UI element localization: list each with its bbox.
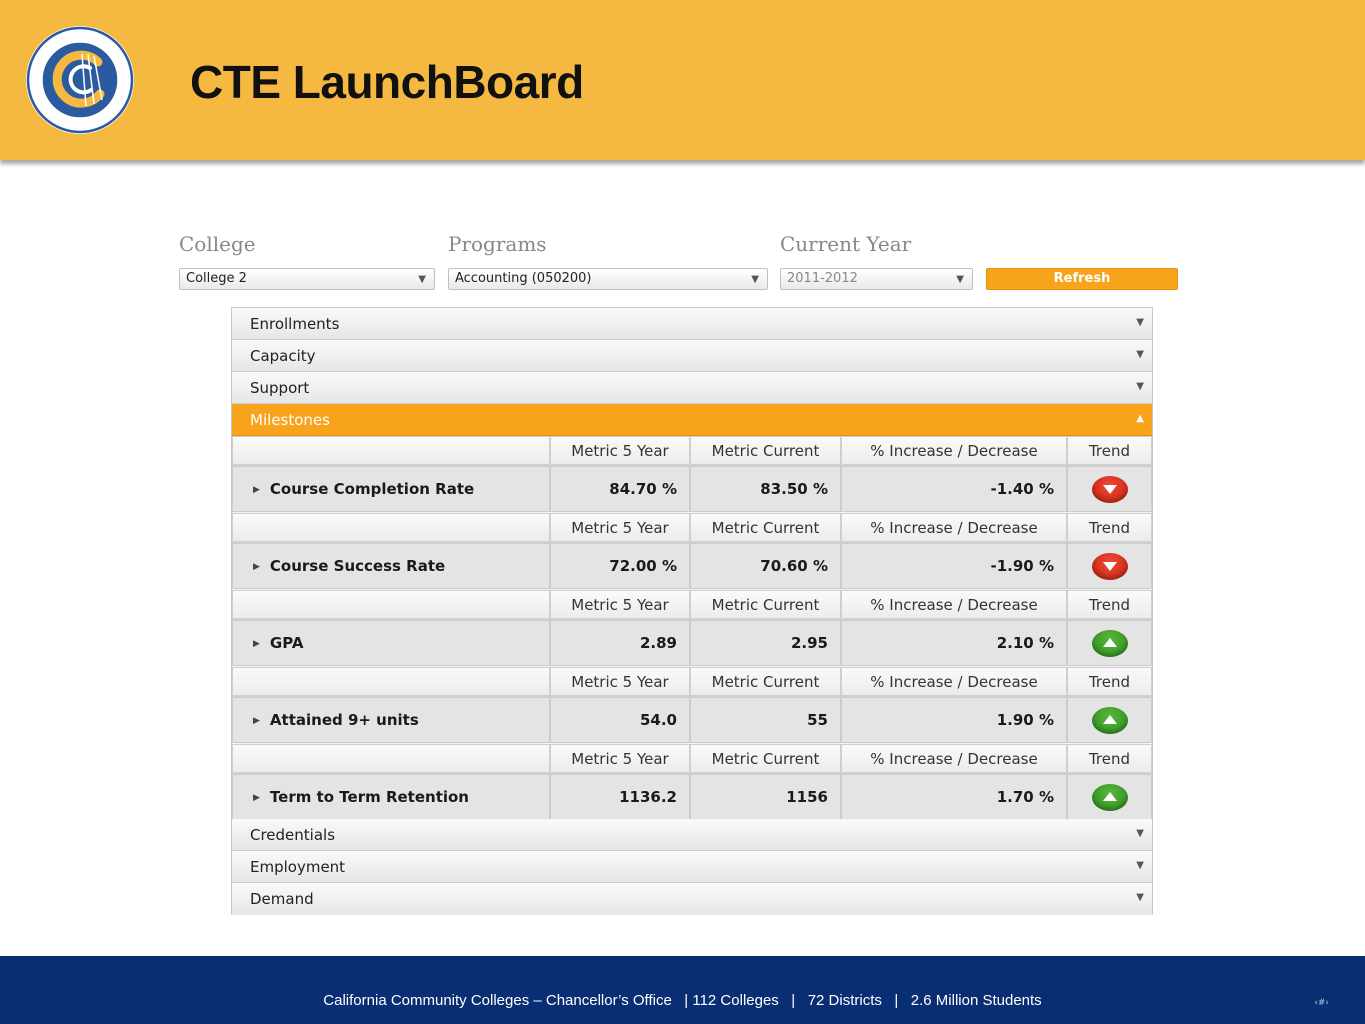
expand-arrow-icon: ▶ bbox=[253, 716, 260, 726]
column-header-metric-current: Metric Current bbox=[690, 744, 841, 774]
footer-text: California Community Colleges – Chancellor’s Office | 112 Colleges | 72 Districts | 2.6 Million Students bbox=[323, 992, 1042, 1009]
app-header bbox=[0, 0, 1365, 160]
section-label: Enrollments bbox=[250, 315, 340, 333]
trend-down-icon bbox=[1092, 476, 1128, 503]
metric-name: Attained 9+ units bbox=[269, 711, 419, 729]
programs-select[interactable] bbox=[448, 268, 768, 290]
trend-cell bbox=[1067, 543, 1152, 589]
college-label: College bbox=[179, 232, 256, 256]
metric-current-value: 1156 bbox=[690, 774, 841, 820]
chevron-down-icon: ▼ bbox=[1136, 892, 1144, 903]
section-label: Milestones bbox=[250, 411, 330, 429]
trend-cell bbox=[1067, 466, 1152, 512]
metric-current-value: 83.50 % bbox=[690, 466, 841, 512]
column-header-blank bbox=[232, 667, 550, 697]
chevron-up-icon: ▲ bbox=[1136, 413, 1144, 424]
metric-current-value: 70.60 % bbox=[690, 543, 841, 589]
metric-current-value: 2.95 bbox=[690, 620, 841, 666]
column-header-metric-5-year: Metric 5 Year bbox=[550, 667, 690, 697]
column-header-pct-change: % Increase / Decrease bbox=[841, 513, 1067, 543]
metric-change-value: 1.90 % bbox=[841, 697, 1067, 743]
metric-5-year-value: 1136.2 bbox=[550, 774, 690, 820]
metric-name-row[interactable] bbox=[232, 697, 550, 743]
expand-arrow-icon: ▶ bbox=[253, 485, 260, 495]
column-header-pct-change: % Increase / Decrease bbox=[841, 667, 1067, 697]
metrics-accordion bbox=[231, 307, 1153, 915]
metric-name-row[interactable] bbox=[232, 466, 550, 512]
metric-change-value: 1.70 % bbox=[841, 774, 1067, 820]
trend-up-icon bbox=[1092, 630, 1128, 657]
trend-cell bbox=[1067, 620, 1152, 666]
section-demand[interactable] bbox=[232, 883, 1152, 915]
chevron-down-icon: ▼ bbox=[1136, 317, 1144, 328]
metric-current-value: 55 bbox=[690, 697, 841, 743]
refresh-button[interactable]: Refresh bbox=[986, 268, 1178, 290]
column-header-trend: Trend bbox=[1067, 744, 1152, 774]
chevron-down-icon: ▼ bbox=[956, 274, 964, 285]
column-header-pct-change: % Increase / Decrease bbox=[841, 436, 1067, 466]
column-header-metric-current: Metric Current bbox=[690, 513, 841, 543]
expand-arrow-icon: ▶ bbox=[253, 793, 260, 803]
college-select[interactable] bbox=[179, 268, 435, 290]
section-milestones[interactable] bbox=[232, 404, 1152, 436]
column-header-metric-5-year: Metric 5 Year bbox=[550, 590, 690, 620]
current-year-select-value: 2011-2012 bbox=[787, 271, 858, 286]
metric-change-value: -1.40 % bbox=[841, 466, 1067, 512]
trend-up-icon bbox=[1092, 707, 1128, 734]
column-header-metric-5-year: Metric 5 Year bbox=[550, 513, 690, 543]
trend-cell bbox=[1067, 774, 1152, 820]
metric-5-year-value: 84.70 % bbox=[550, 466, 690, 512]
column-header-metric-5-year: Metric 5 Year bbox=[550, 744, 690, 774]
trend-cell bbox=[1067, 697, 1152, 743]
column-header-trend: Trend bbox=[1067, 436, 1152, 466]
current-year-label: Current Year bbox=[780, 232, 912, 256]
metric-5-year-value: 72.00 % bbox=[550, 543, 690, 589]
section-employment[interactable] bbox=[232, 851, 1152, 883]
chevron-down-icon: ▼ bbox=[1136, 381, 1144, 392]
metric-5-year-value: 2.89 bbox=[550, 620, 690, 666]
column-header-trend: Trend bbox=[1067, 513, 1152, 543]
chevron-down-icon: ▼ bbox=[1136, 349, 1144, 360]
column-header-pct-change: % Increase / Decrease bbox=[841, 744, 1067, 774]
metric-name: Term to Term Retention bbox=[269, 788, 469, 806]
column-header-pct-change: % Increase / Decrease bbox=[841, 590, 1067, 620]
california-community-colleges-logo bbox=[24, 24, 136, 136]
section-label: Credentials bbox=[250, 826, 336, 844]
metric-change-value: -1.90 % bbox=[841, 543, 1067, 589]
section-capacity[interactable] bbox=[232, 340, 1152, 372]
chevron-down-icon: ▼ bbox=[1136, 828, 1144, 839]
expand-arrow-icon: ▶ bbox=[253, 639, 260, 649]
column-header-blank bbox=[232, 744, 550, 774]
footer bbox=[0, 956, 1365, 1024]
college-select-value: College 2 bbox=[186, 271, 247, 286]
trend-down-icon bbox=[1092, 553, 1128, 580]
metric-block bbox=[232, 667, 1152, 744]
section-label: Capacity bbox=[250, 347, 316, 365]
column-header-metric-5-year: Metric 5 Year bbox=[550, 436, 690, 466]
programs-label: Programs bbox=[448, 232, 547, 256]
metric-name: Course Success Rate bbox=[269, 557, 446, 575]
section-label: Support bbox=[250, 379, 310, 397]
column-header-metric-current: Metric Current bbox=[690, 436, 841, 466]
section-label: Employment bbox=[250, 858, 346, 876]
column-header-blank bbox=[232, 513, 550, 543]
metric-block bbox=[232, 744, 1152, 821]
expand-arrow-icon: ▶ bbox=[253, 562, 260, 572]
metric-block bbox=[232, 590, 1152, 667]
chevron-down-icon: ▼ bbox=[418, 274, 426, 285]
slide-number: ‹#› bbox=[1314, 998, 1329, 1008]
metric-block bbox=[232, 436, 1152, 513]
column-header-blank bbox=[232, 590, 550, 620]
section-support[interactable] bbox=[232, 372, 1152, 404]
metric-name: Course Completion Rate bbox=[269, 480, 475, 498]
column-header-metric-current: Metric Current bbox=[690, 667, 841, 697]
chevron-down-icon: ▼ bbox=[751, 274, 759, 285]
current-year-select[interactable] bbox=[780, 268, 973, 290]
metric-5-year-value: 54.0 bbox=[550, 697, 690, 743]
metric-name-row[interactable] bbox=[232, 543, 550, 589]
metric-name: GPA bbox=[269, 634, 304, 652]
metric-name-row[interactable] bbox=[232, 620, 550, 666]
app-title: CTE LaunchBoard bbox=[190, 56, 584, 108]
column-header-metric-current: Metric Current bbox=[690, 590, 841, 620]
column-header-blank bbox=[232, 436, 550, 466]
chevron-down-icon: ▼ bbox=[1136, 860, 1144, 871]
programs-select-value: Accounting (050200) bbox=[455, 271, 592, 286]
logo-text bbox=[24, 24, 25, 25]
section-credentials[interactable] bbox=[232, 819, 1152, 851]
metric-block bbox=[232, 513, 1152, 590]
metric-change-value: 2.10 % bbox=[841, 620, 1067, 666]
section-enrollments[interactable] bbox=[232, 308, 1152, 340]
section-label: Demand bbox=[250, 890, 314, 908]
metric-name-row[interactable] bbox=[232, 774, 550, 820]
column-header-trend: Trend bbox=[1067, 667, 1152, 697]
column-header-trend: Trend bbox=[1067, 590, 1152, 620]
trend-up-icon bbox=[1092, 784, 1128, 811]
